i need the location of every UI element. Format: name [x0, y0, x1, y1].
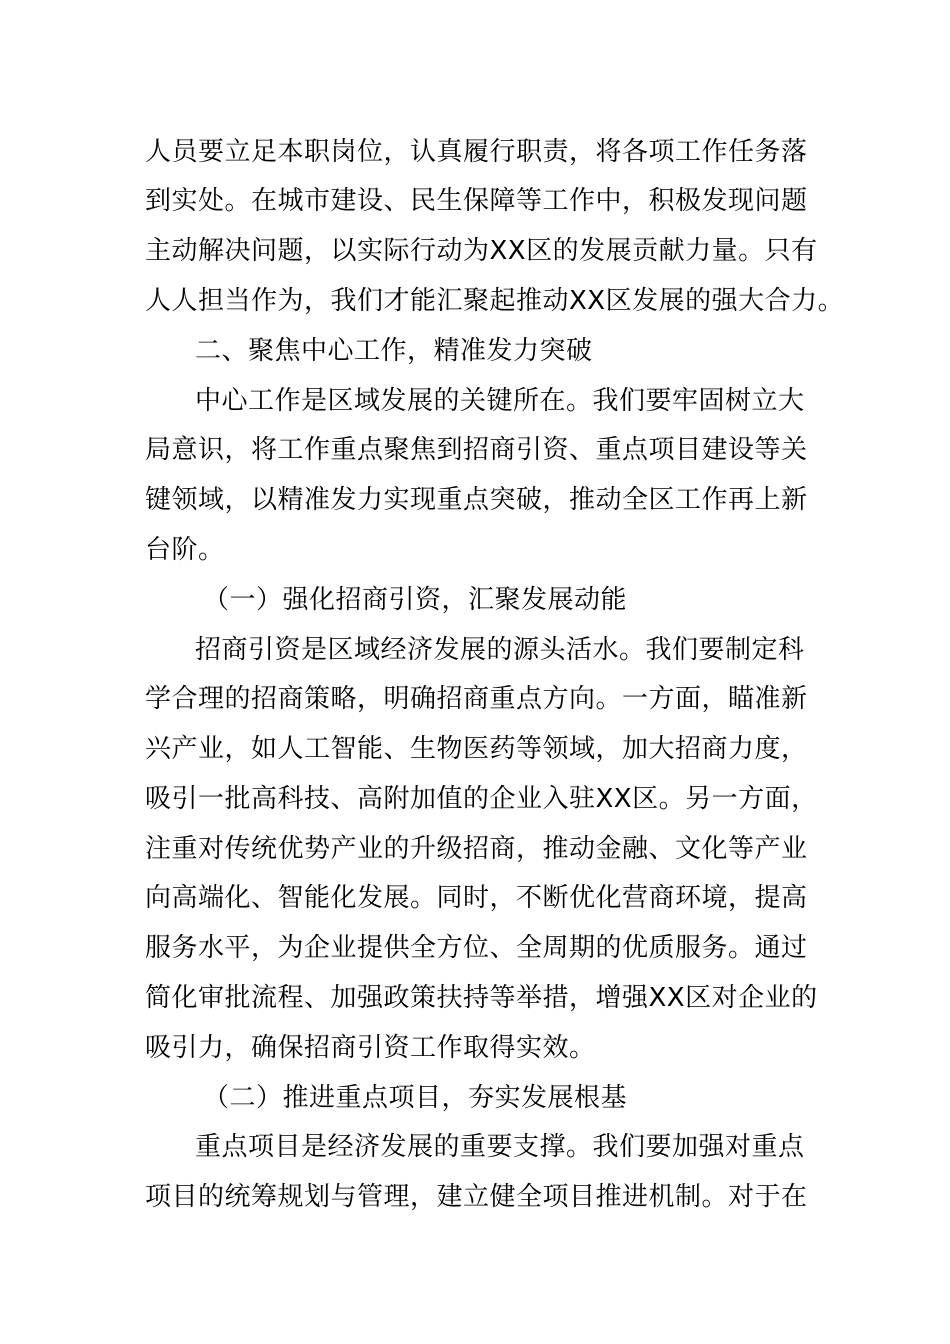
body-text-line: 到实处。在城市建设、民生保障等工作中，积极发现问题 [145, 186, 808, 216]
body-text-line: 人人担当作为，我们才能汇聚起推动XX区发展的强大合力。 [145, 286, 845, 316]
body-text-line: 简化审批流程、加强政策扶持等举措，增强XX区对企业的 [145, 983, 818, 1013]
body-text-line: 吸引力，确保招商引资工作取得实效。 [145, 1033, 596, 1063]
body-text-line: 项目的统筹规划与管理，建立健全项目推进机制。对于在 [145, 1182, 808, 1212]
body-text-line: 键领域，以精准发力实现重点突破，推动全区工作再上新 [145, 485, 808, 515]
body-text-line: 服务水平，为企业提供全方位、全周期的优质服务。通过 [145, 933, 808, 963]
subsection-heading: （一）强化招商引资，汇聚发展动能 [203, 585, 628, 615]
body-text-line: 人员要立足本职岗位，认真履行职责，将各项工作任务落 [145, 137, 808, 167]
body-text-line: 重点项目是经济发展的重要支撑。我们要加强对重点 [195, 1132, 805, 1162]
subsection-heading: （二）推进重点项目，夯实发展根基 [203, 1083, 628, 1113]
section-heading: 二、聚焦中心工作，精准发力突破 [195, 336, 593, 366]
body-text-line: 招商引资是区域经济发展的源头活水。我们要制定科 [195, 635, 805, 665]
body-text-line: 学合理的招商策略，明确招商重点方向。一方面，瞄准新 [145, 684, 808, 714]
body-text-line: 吸引一批高科技、高附加值的企业入驻XX区。另一方面， [145, 784, 818, 814]
body-text-line: 中心工作是区域发展的关键所在。我们要牢固树立大 [195, 386, 805, 416]
body-text-line: 台阶。 [145, 535, 225, 565]
body-text-line: 局意识，将工作重点聚焦到招商引资、重点项目建设等关 [145, 435, 808, 465]
body-text-line: 兴产业，如人工智能、生物医药等领域，加大招商力度， [145, 734, 808, 764]
body-text-line: 注重对传统优势产业的升级招商，推动金融、文化等产业 [145, 834, 808, 864]
body-text-line: 主动解决问题，以实际行动为XX区的发展贡献力量。只有 [145, 236, 818, 266]
body-text-line: 向高端化、智能化发展。同时，不断优化营商环境，提高 [145, 883, 808, 913]
